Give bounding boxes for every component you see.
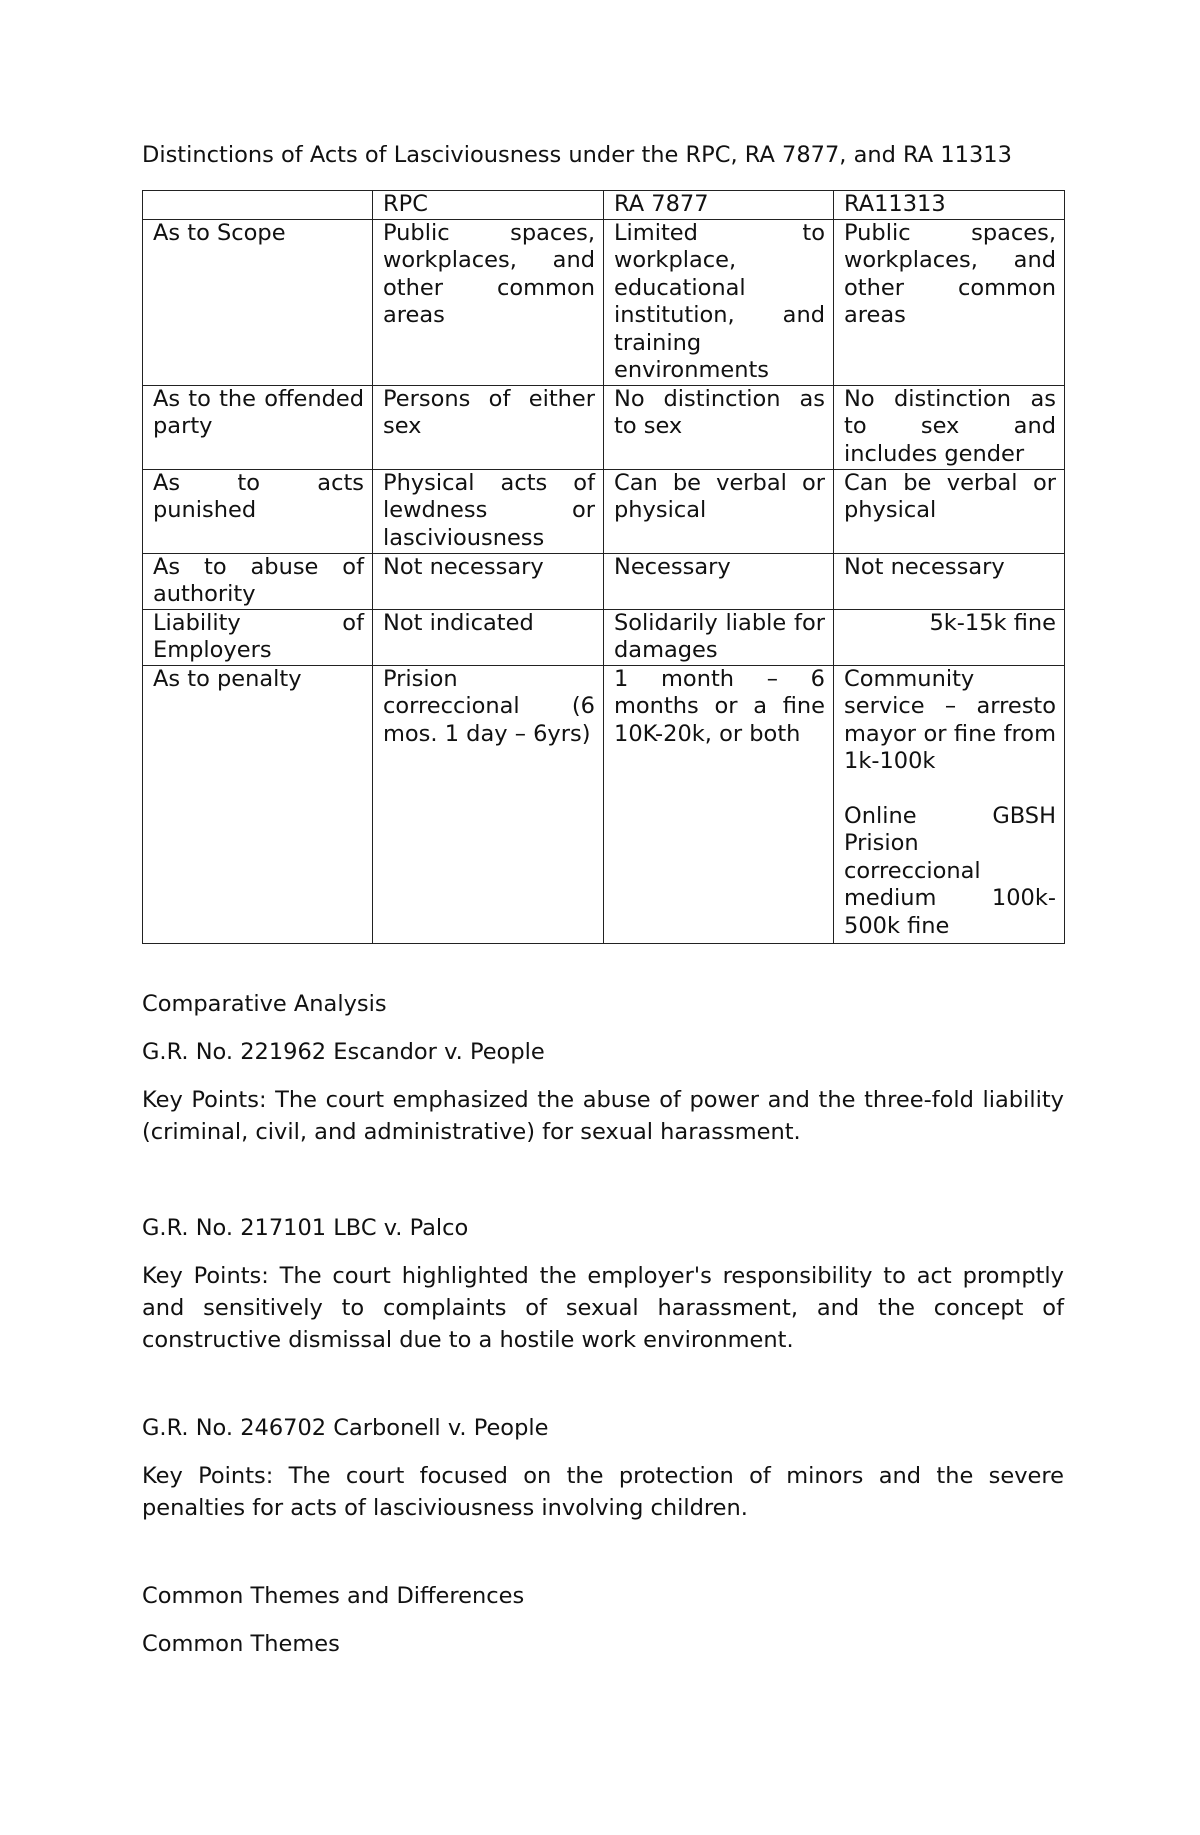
table-row	[143, 469, 1065, 553]
table-row	[143, 665, 1065, 943]
row-label: As to abuse of authority	[143, 553, 373, 609]
common-themes-subheading: Common Themes	[142, 1631, 340, 1657]
table-cell-penalty-ra11313	[834, 665, 1065, 943]
table-cell: 5k-15k fine	[834, 609, 1065, 665]
table-cell: Can be verbal or physical	[834, 469, 1065, 553]
row-label: As to penalty	[143, 665, 373, 943]
row-label: As to acts punished	[143, 469, 373, 553]
case-key-points: Key Points: The court focused on the protection of minors and the severe penalties for acts of lasciviousness involving children.	[142, 1463, 1064, 1521]
comparative-heading: Comparative Analysis	[142, 991, 387, 1017]
row-label: As to Scope	[143, 219, 373, 385]
table-cell: No distinction as to sex	[604, 385, 834, 469]
analysis-section	[142, 988, 1064, 1660]
table-cell: Physical acts of lewdness or lasciviousness	[373, 469, 604, 553]
document-page	[142, 140, 1064, 1657]
case-title: G.R. No. 221962 Escandor v. People	[142, 1039, 545, 1065]
table-cell: Can be verbal or physical	[604, 469, 834, 553]
table-cell: Solidarily liable for damages	[604, 609, 834, 665]
row-label: Liability of Employers	[143, 609, 373, 665]
table-header-cell	[143, 191, 373, 220]
table-row	[143, 609, 1065, 665]
case-title: G.R. No. 246702 Carbonell v. People	[142, 1415, 549, 1441]
penalty-text: Community service – arresto mayor or fine from 1k-100k	[844, 665, 1056, 774]
row-label: As to the offended party	[143, 385, 373, 469]
case-title: G.R. No. 217101 LBC v. Palco	[142, 1215, 469, 1241]
table-cell: Public spaces, workplaces, and other common areas	[834, 219, 1065, 385]
table-cell: No distinction as to sex and includes gender	[834, 385, 1065, 469]
table-cell: Prision correccional (6 mos. 1 day – 6yrs)	[373, 665, 604, 943]
table-header-cell: RA 7877	[604, 191, 834, 220]
case-key-points: Key Points: The court highlighted the employer's responsibility to act promptly and sensitively to complaints of sexual harassment, and the concept of constructive dismissal due to a hostile work environment.	[142, 1263, 1064, 1353]
table-row	[143, 553, 1065, 609]
table-header-cell: RPC	[373, 191, 604, 220]
table-cell: Necessary	[604, 553, 834, 609]
themes-heading: Common Themes and Differences	[142, 1583, 525, 1609]
comparison-table	[142, 190, 1065, 944]
table-row	[143, 219, 1065, 385]
table-cell: Not necessary	[834, 553, 1065, 609]
table-cell: Not indicated	[373, 609, 604, 665]
document-title: Distinctions of Acts of Lasciviousness under the RPC, RA 7877, and RA 11313	[142, 142, 1012, 168]
table-header-row	[143, 191, 1065, 220]
table-cell: Limited to workplace, educational institution, and training environments	[604, 219, 834, 385]
table-cell: 1 month – 6 months or a fine 10K-20k, or both	[604, 665, 834, 943]
table-cell: Not necessary	[373, 553, 604, 609]
table-cell: Persons of either sex	[373, 385, 604, 469]
table-header-cell: RA11313	[834, 191, 1065, 220]
case-key-points: Key Points: The court emphasized the abuse of power and the three-fold liability (criminal, civil, and administrative) for sexual harassment.	[142, 1087, 1064, 1145]
online-gbsh-penalty-text: Online GBSH Prision correccional medium 100k-500k fine	[844, 802, 1056, 939]
table-cell: Public spaces, workplaces, and other common areas	[373, 219, 604, 385]
table-row	[143, 385, 1065, 469]
